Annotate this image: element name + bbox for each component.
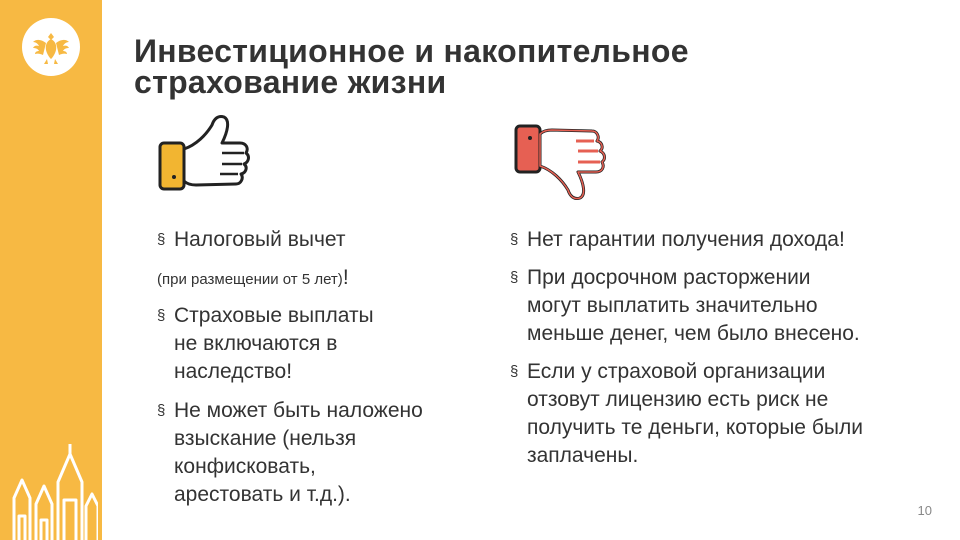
pros-item-line: § Страховые выплаты	[174, 304, 374, 327]
double-headed-eagle-icon	[22, 18, 80, 76]
pros-item-line: наследство!	[174, 360, 293, 383]
cons-item-line: могут выплатить значительно	[527, 294, 818, 317]
cons-item-line: § При досрочном расторжении	[527, 266, 811, 289]
pros-item-line: арестовать и т.д.).	[174, 483, 351, 506]
title-line-2: страхование жизни	[134, 64, 447, 100]
cons-item-text: Нет гарантии получения дохода!	[527, 228, 845, 251]
pros-item-line: конфисковать,	[174, 455, 316, 478]
page-number: 10	[917, 503, 932, 518]
sidebar	[0, 0, 102, 540]
pros-note-text: (при размещении от 5 лет)	[157, 271, 343, 288]
cons-item	[510, 226, 930, 254]
pros-item-line: § Не может быть наложено	[174, 399, 423, 422]
title-line-1: Инвестиционное и накопительное	[134, 33, 689, 69]
cons-item-line: § Если у страховой организации	[527, 360, 826, 383]
kremlin-towers-icon	[6, 440, 98, 540]
pros-note	[157, 264, 487, 294]
pros-item	[157, 397, 487, 509]
page-title	[134, 33, 689, 100]
pros-column	[157, 226, 487, 509]
cons-item-line: получить те деньги, которые были	[527, 416, 863, 439]
pros-item-line: не включаются в	[174, 332, 338, 355]
cons-column	[510, 226, 930, 470]
pros-item	[157, 226, 487, 254]
cons-item	[510, 264, 930, 348]
pros-item-line: взыскание (нельзя	[174, 427, 357, 450]
cons-item	[510, 358, 930, 470]
pros-item	[157, 302, 487, 386]
pros-note-tail: !	[342, 266, 349, 289]
pros-item-text: Налоговый вычет	[174, 228, 346, 251]
thumbs-up-icon	[156, 113, 252, 195]
cons-item-line: заплачены.	[527, 444, 639, 467]
cons-item-line: отзовут лицензию есть риск не	[527, 388, 829, 411]
thumbs-down-icon	[512, 120, 608, 202]
cons-item-line: меньше денег, чем было внесено.	[527, 322, 860, 345]
